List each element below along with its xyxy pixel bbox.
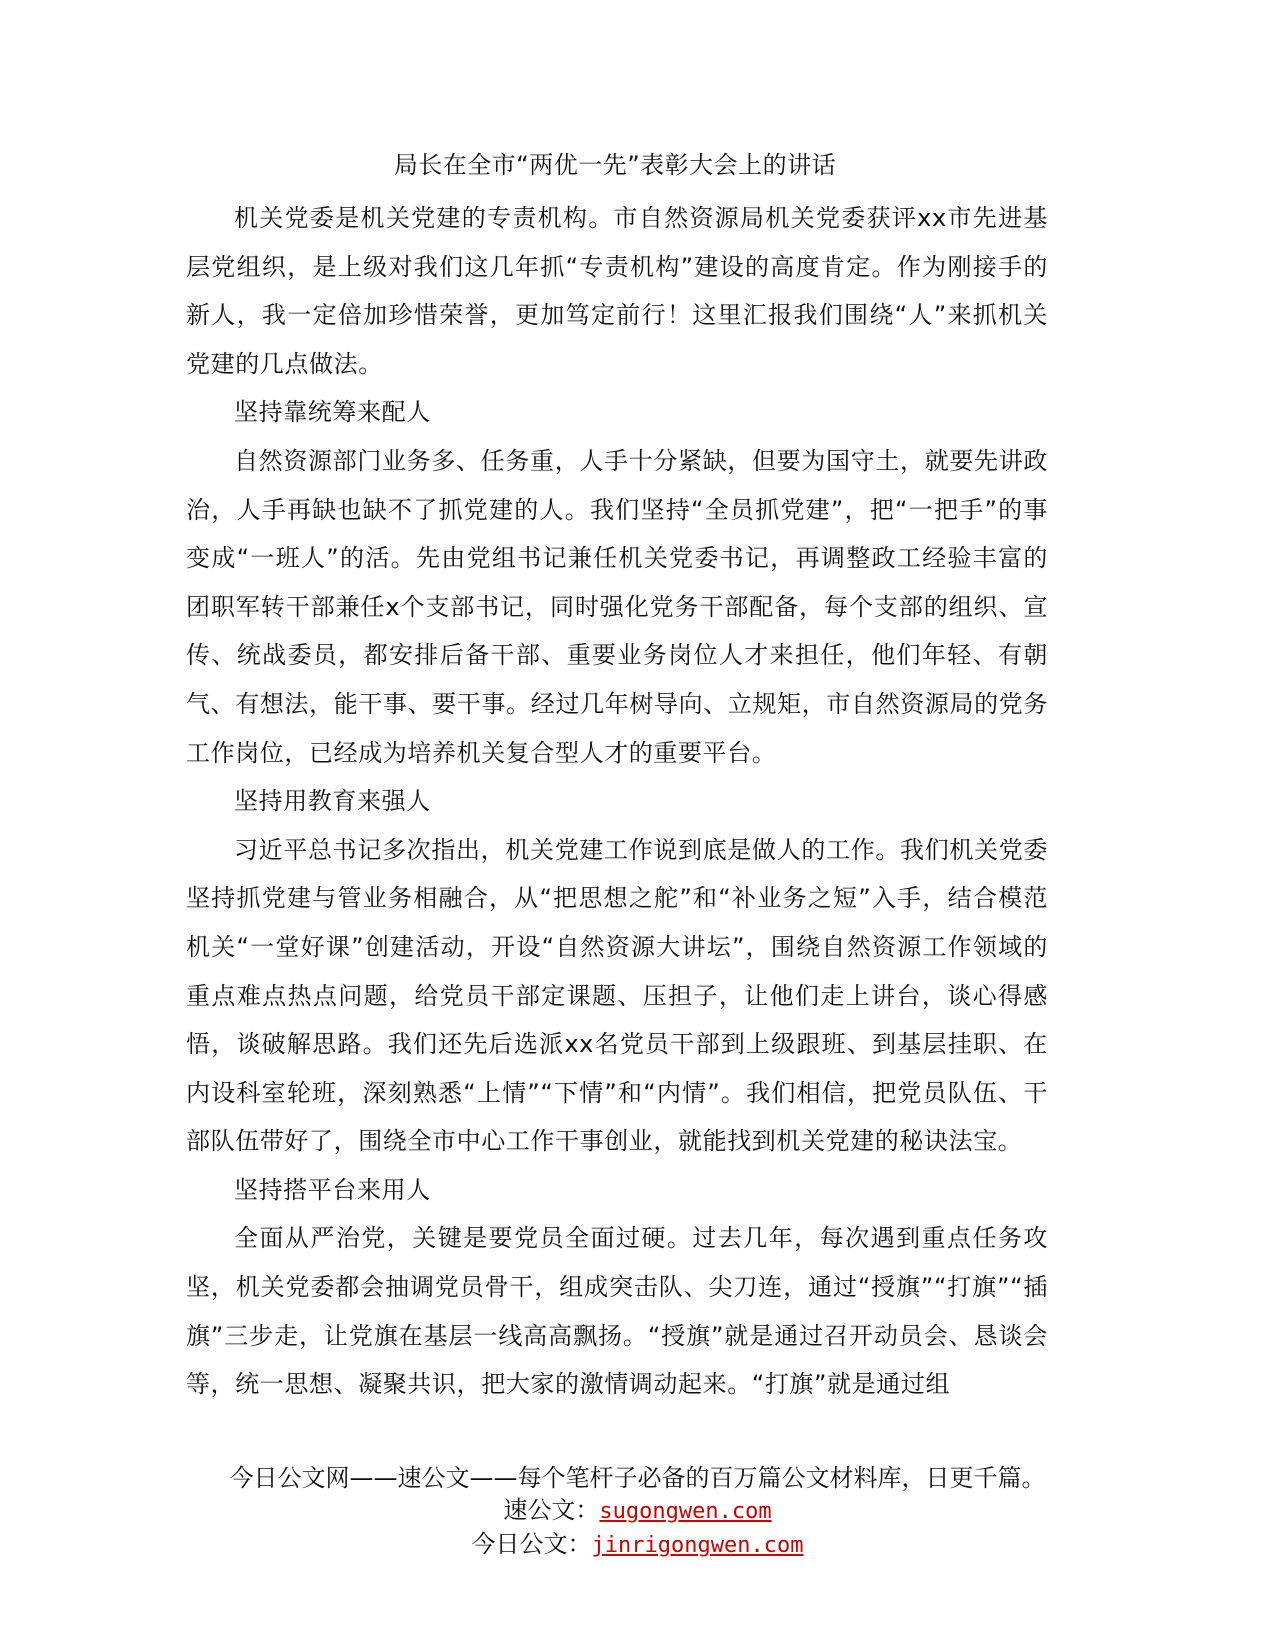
- footer-link-label-2: 今日公文：: [471, 1530, 592, 1558]
- sugongwen-link[interactable]: sugongwen.com: [599, 1499, 772, 1524]
- paragraph-section-3: 全面从严治党，关键是要党员全面过硬。过去几年，每次遇到重点任务攻坚，机关党委都会抽调党员骨干，组成突击队、尖刀连，通过“授旗”“打旗”“插旗”三步走，让党旗在基层一线高高飘扬。“授旗”就是通过召开动员会、恳谈会等，统一思想、凝聚共识，把大家的激情调动起来。“打旗”就是通过组: [186, 1224, 1048, 1399]
- paragraph-intro: 机关党委是机关党建的专责机构。市自然资源局机关党委获评xx市先进基层党组织，是上级对我们这几年抓“专责机构”建设的高度肯定。作为刚接手的新人，我一定倍加珍惜荣誉，更加笃定前行！这里汇报我们围绕“人”来抓机关党建的几点做法。: [186, 204, 1048, 378]
- footer-link-row-1: [0, 1494, 1275, 1528]
- document-body: [186, 194, 1048, 1409]
- footer-link-label-1: 速公文：: [503, 1496, 600, 1524]
- document-title: 局长在全市“两优一先”表彰大会上的讲话: [393, 151, 837, 179]
- paragraph-section-1: 自然资源部门业务多、任务重，人手十分紧缺，但要为国守土，就要先讲政治，人手再缺也缺不了抓党建的人。我们坚持“全员抓党建”，把“一把手”的事变成“一班人”的活。先由党组书记兼任机关党委书记，再调整政工经验丰富的团职军转干部兼任x个支部书记，同时强化党务干部配备，每个支部的组织、宣传、统战委员，都安排后备干部、重要业务岗位人才来担任，他们年轻、有朝气、有想法，能干事、要干事。经过几年树导向、立规矩，市自然资源局的党务工作岗位，已经成为培养机关复合型人才的重要平台。: [186, 446, 1048, 767]
- page-footer: [0, 1462, 1275, 1562]
- section-heading-1: 坚持靠统筹来配人: [234, 398, 431, 427]
- jinrigongwen-link[interactable]: jinrigongwen.com: [591, 1533, 804, 1558]
- section-heading-3: 坚持搭平台来用人: [234, 1175, 431, 1204]
- section-heading-2: 坚持用教育来强人: [234, 787, 431, 816]
- footer-tagline: 今日公文网——速公文——每个笔杆子必备的百万篇公文材料库，日更千篇。: [229, 1464, 1046, 1492]
- footer-link-row-2: [0, 1528, 1275, 1562]
- paragraph-section-2: 习近平总书记多次指出，机关党建工作说到底是做人的工作。我们机关党委坚持抓党建与管业务相融合，从“把思想之舵”和“补业务之短”入手，结合模范机关“一堂好课”创建活动，开设“自然资源大讲坛”，围绕自然资源工作领域的重点难点热点问题，给党员干部定课题、压担子，让他们走上讲台，谈心得感悟，谈破解思路。我们还先后选派xx名党员干部到上级跟班、到基层挂职、在内设科室轮班，深刻熟悉“上情”“下情”和“内情”。我们相信，把党员队伍、干部队伍带好了，围绕全市中心工作干事创业，就能找到机关党建的秘诀法宝。: [186, 835, 1048, 1156]
